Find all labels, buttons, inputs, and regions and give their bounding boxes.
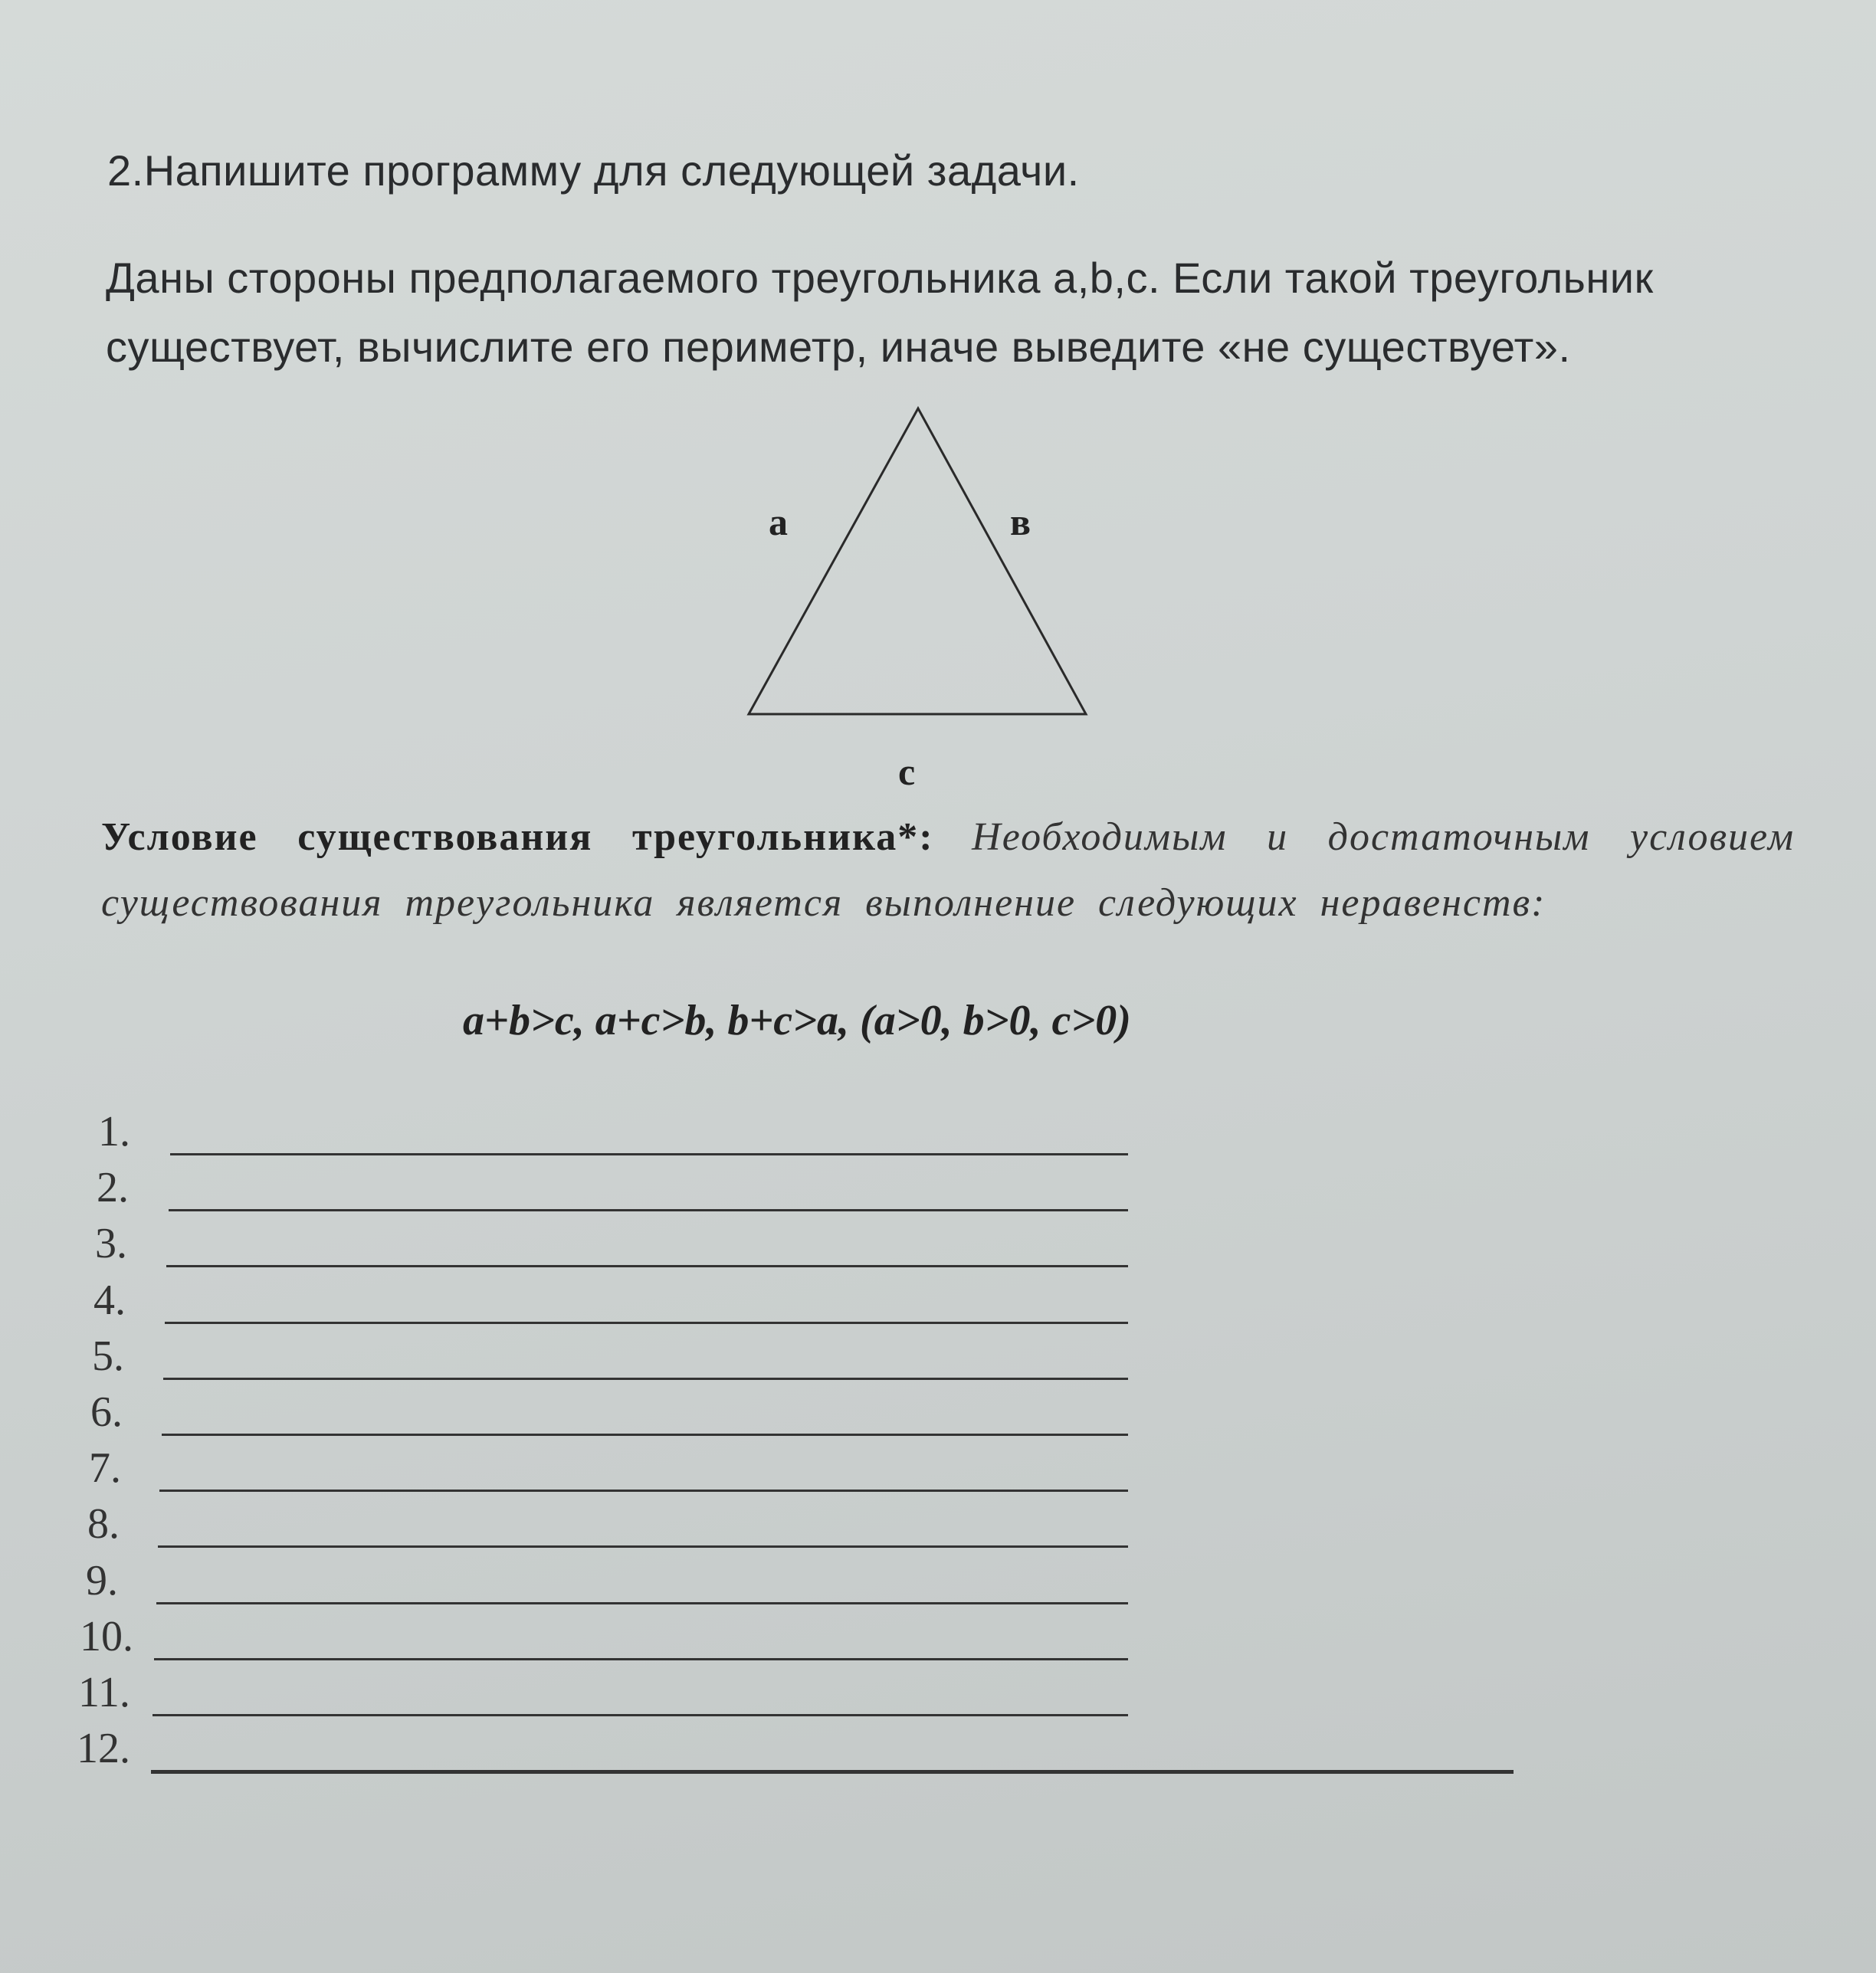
answer-blank-line[interactable] [169, 1209, 1128, 1211]
answer-line-number: 3. [95, 1220, 127, 1268]
answer-line-number: 9. [86, 1556, 118, 1604]
inequalities-formula [0, 996, 1876, 1045]
triangle-condition [101, 805, 1795, 936]
answer-blank-line[interactable] [163, 1378, 1128, 1380]
answer-blank-line[interactable] [151, 1770, 1514, 1774]
answer-line-number: 6. [90, 1388, 123, 1436]
answer-line-number: 5. [92, 1332, 124, 1380]
answer-blank-line[interactable] [166, 1265, 1128, 1267]
answer-line-number: 12. [77, 1725, 130, 1773]
answer-blank-line[interactable] [158, 1545, 1128, 1548]
answer-line-number: 2. [97, 1164, 129, 1212]
answer-line-number: 7. [89, 1444, 121, 1493]
triangle-label-c: с [898, 750, 916, 793]
answer-blank-line[interactable] [162, 1434, 1129, 1436]
triangle-label-b: в [1010, 500, 1031, 543]
task-description-line-2: существует, вычислите его периметр, иначе выведите «не существует». [106, 323, 1571, 371]
answer-line-number: 10. [80, 1612, 133, 1660]
answer-blank-line[interactable] [170, 1153, 1128, 1155]
answer-line-number: 4. [93, 1276, 126, 1324]
task-heading: 2.Напишите программу для следующей задачи. [107, 146, 1080, 195]
formula-text: a+b>c, a+c>b, b+c>a, (a>0, b>0, c>0) [463, 997, 1131, 1044]
condition-text: Необходимым и достаточным условием существования треугольника является выполнение следующих неравенств: [101, 815, 1796, 925]
answer-line-number: 11. [78, 1669, 130, 1716]
triangle-label-a: а [769, 500, 788, 543]
answer-blank-line[interactable] [156, 1602, 1128, 1604]
answer-blank-line[interactable] [165, 1322, 1128, 1324]
answer-line-number: 1. [98, 1108, 130, 1155]
answer-line-number: 8. [87, 1500, 120, 1549]
condition-title: Условие существования треугольника*: [101, 815, 934, 859]
triangle-shape [749, 408, 1086, 714]
answer-blank-line[interactable] [153, 1714, 1128, 1716]
answer-blank-line[interactable] [154, 1658, 1128, 1660]
task-description-line-1: Даны стороны предполагаемого треугольника a,b,c. Если такой треугольник [106, 254, 1654, 302]
answer-blank-line[interactable] [159, 1490, 1128, 1492]
